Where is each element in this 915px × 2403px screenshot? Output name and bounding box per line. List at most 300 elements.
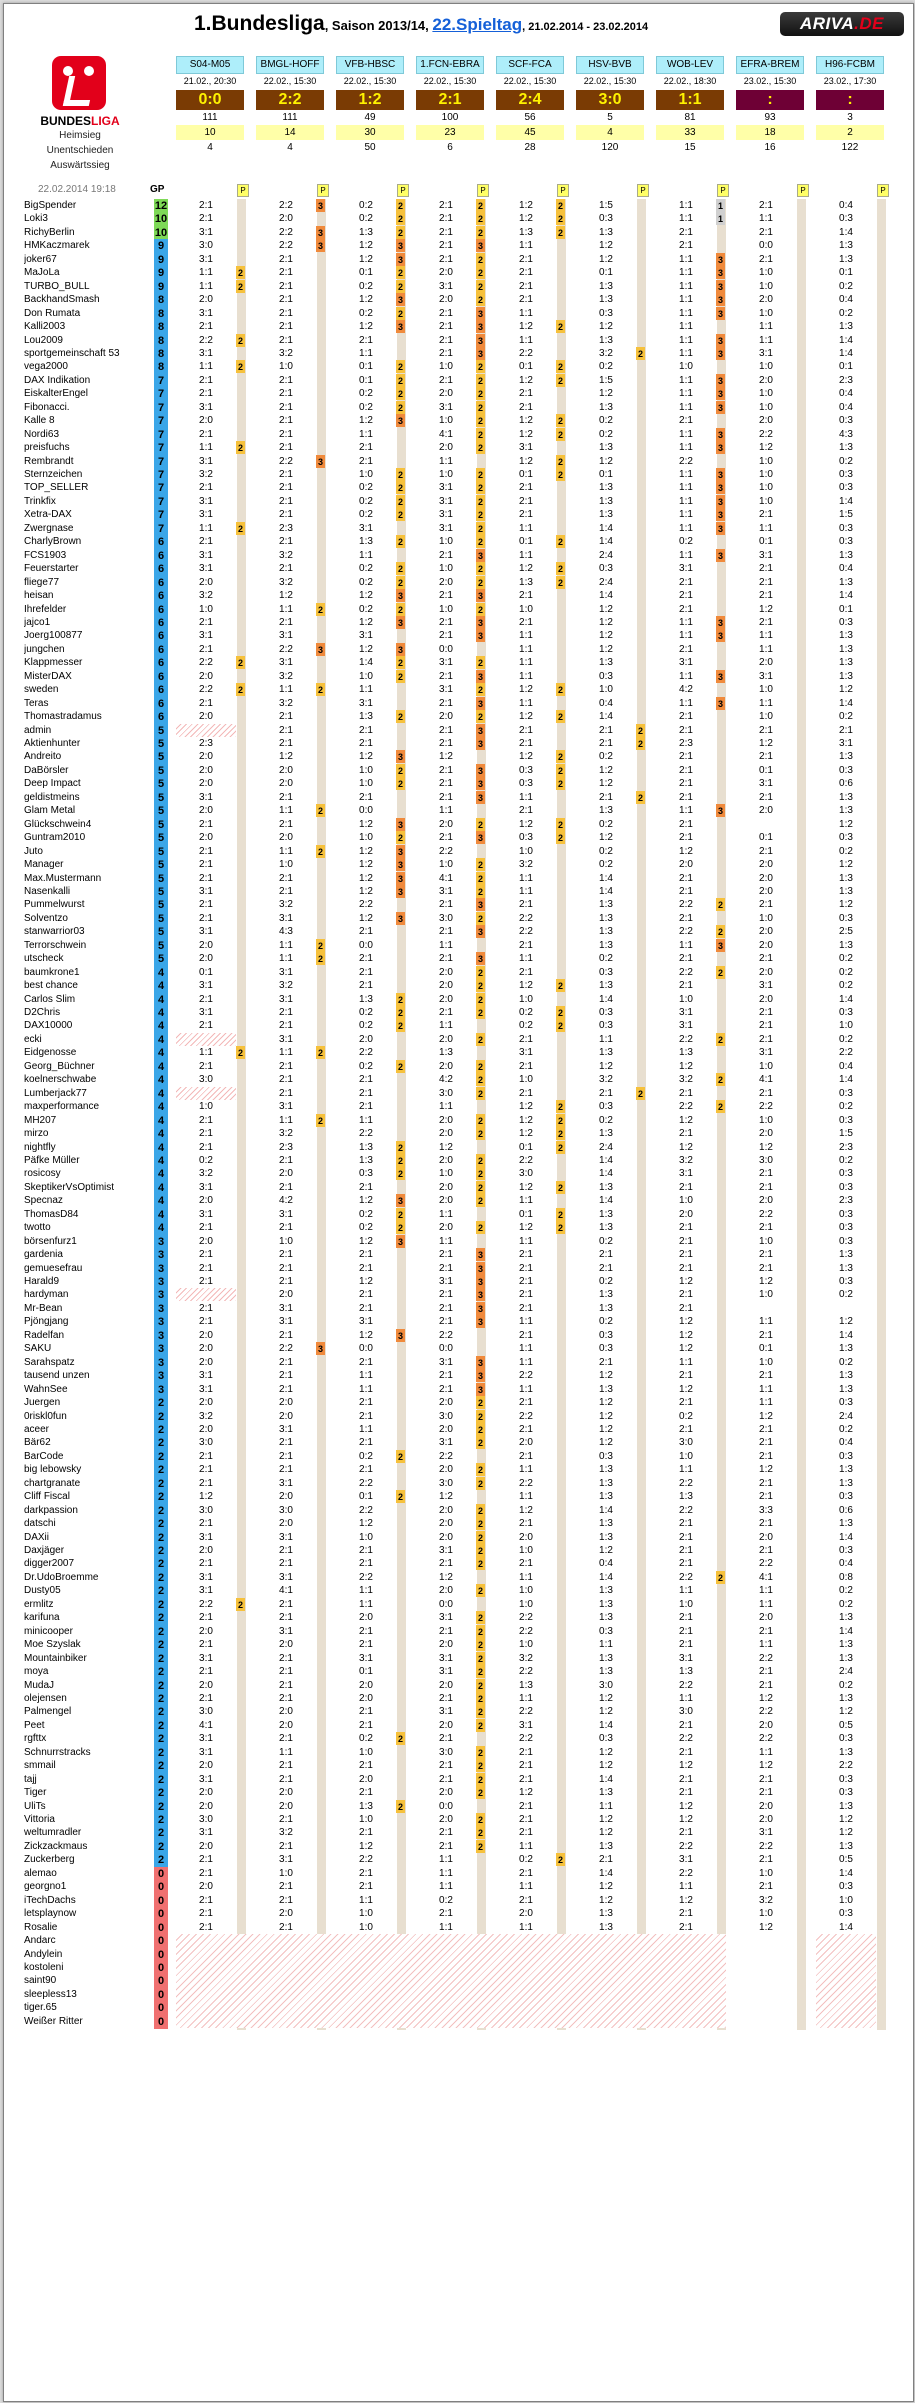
tip-value: 2:2 — [199, 684, 213, 695]
tip-points — [796, 522, 805, 535]
tip-value: 0:2 — [599, 846, 613, 857]
player-name[interactable]: best chance — [24, 980, 78, 991]
player-name[interactable]: big lebowsky — [24, 1464, 82, 1475]
player-name[interactable]: FCS1903 — [24, 550, 67, 561]
tip-value: 2:1 — [519, 1263, 533, 1274]
draw-count: 18 — [736, 125, 804, 140]
tip-value: 1:3 — [359, 536, 373, 547]
player-name[interactable]: Terrorschwein — [24, 940, 87, 951]
match-team[interactable]: BMGL-HOFF — [256, 56, 324, 74]
tip-points — [316, 266, 325, 279]
player-name[interactable]: Dusty05 — [24, 1585, 61, 1596]
tip-points — [316, 1288, 325, 1301]
tip-points — [796, 1356, 805, 1369]
player-name[interactable]: rosicosy — [24, 1168, 61, 1179]
tip-points — [636, 670, 645, 683]
tip-value: 2:0 — [279, 1801, 293, 1812]
tip-points — [396, 1853, 405, 1866]
tip-points — [636, 1665, 645, 1678]
tip-value: 2:1 — [199, 1263, 213, 1274]
player-name[interactable]: digger2007 — [24, 1558, 75, 1569]
ball-icon — [84, 66, 94, 76]
player-name[interactable]: fliege77 — [24, 577, 60, 588]
tip-points — [716, 1679, 725, 1692]
total-points: 4 — [154, 1141, 168, 1155]
total-points: 4 — [154, 1087, 168, 1101]
player-name[interactable]: 0riskl0fun — [24, 1411, 67, 1422]
player-name[interactable]: ermlitz — [24, 1599, 54, 1610]
tip-points — [316, 441, 325, 454]
tip-value: 2:1 — [279, 1612, 293, 1623]
tip-points — [876, 764, 885, 777]
tip-points: 3 — [477, 1304, 483, 1314]
player-name[interactable]: CharlyBrown — [24, 536, 82, 547]
player-name[interactable]: olejensen — [24, 1693, 67, 1704]
tip-points: 3 — [397, 1196, 403, 1206]
table-row — [4, 1369, 913, 1383]
tip-points: 2 — [397, 268, 403, 278]
tip-value: 3:1 — [279, 630, 293, 641]
player-name[interactable]: BarCode — [24, 1451, 64, 1462]
player-name[interactable]: twotto — [24, 1222, 51, 1233]
player-name[interactable]: MH207 — [24, 1115, 57, 1126]
player-name[interactable]: Max.Mustermann — [24, 873, 102, 884]
tip-value: 2:1 — [279, 1881, 293, 1892]
player-name[interactable]: EiskalterEngel — [24, 388, 88, 399]
tip-points — [716, 1652, 725, 1665]
tip-value: 2:2 — [279, 1343, 293, 1354]
player-name[interactable]: Päfke Müller — [24, 1155, 80, 1166]
player-name[interactable]: vega2000 — [24, 361, 68, 372]
match-team[interactable]: EFRA-BREM — [736, 56, 804, 74]
tip-points: 2 — [237, 524, 243, 534]
tip-points — [636, 939, 645, 952]
tip-points — [316, 414, 325, 427]
tip-points — [876, 1302, 885, 1315]
tip-value: 1:2 — [599, 630, 613, 641]
tip-value: 1:2 — [199, 1491, 213, 1502]
player-name[interactable]: Schnurrstracks — [24, 1747, 91, 1758]
match-team[interactable]: WOB-LEV — [656, 56, 724, 74]
player-name[interactable]: Peet — [24, 1720, 45, 1731]
tip-value: 2:0 — [199, 1357, 213, 1368]
player-name[interactable]: Thomastradamus — [24, 711, 102, 722]
player-name[interactable]: Vittoria — [24, 1814, 55, 1825]
player-name[interactable]: baumkrone1 — [24, 967, 80, 978]
player-name[interactable]: minicooper — [24, 1626, 73, 1637]
player-name[interactable]: Pummelwurst — [24, 899, 85, 910]
total-points: 3 — [154, 1342, 168, 1356]
no-tip-hatch — [176, 1033, 236, 1046]
tip-points: 3 — [717, 255, 723, 265]
player-name[interactable]: Don Rumata — [24, 308, 81, 319]
player-name[interactable]: Daxjäger — [24, 1545, 65, 1556]
tip-value: 1:1 — [519, 1195, 533, 1206]
match-team[interactable]: VFB-HBSC — [336, 56, 404, 74]
player-name[interactable]: darkpassion — [24, 1505, 78, 1516]
player-name[interactable]: SkeptikerVsOptimist — [24, 1182, 115, 1193]
tip-points — [636, 1732, 645, 1745]
player-name[interactable]: alemao — [24, 1868, 57, 1879]
player-name[interactable]: Bär62 — [24, 1437, 51, 1448]
player-name[interactable]: Kalle 8 — [24, 415, 55, 426]
player-name[interactable]: Guntram2010 — [24, 832, 86, 843]
tip-points — [716, 1813, 725, 1826]
tip-points: 2 — [477, 968, 483, 978]
player-name[interactable]: rgfttx — [24, 1733, 47, 1744]
tip-points — [716, 791, 725, 804]
player-name[interactable]: D2Chris — [24, 1007, 61, 1018]
tip-value: 1:3 — [599, 482, 613, 493]
tip-value: 1:2 — [359, 846, 373, 857]
tip-value: 3:1 — [679, 1653, 693, 1664]
tip-points — [636, 885, 645, 898]
tip-points: 3 — [717, 631, 723, 641]
player-name[interactable]: Juergen — [24, 1397, 61, 1408]
tip-points — [716, 1867, 725, 1880]
player-name[interactable]: Glückschwein4 — [24, 819, 92, 830]
match-team[interactable]: H96-FCBM — [816, 56, 884, 74]
tip-value: 2:1 — [199, 1612, 213, 1623]
player-name[interactable]: tajj — [24, 1774, 37, 1785]
player-name[interactable]: Rosalie — [24, 1922, 58, 1933]
tip-value: 1:3 — [839, 1384, 853, 1395]
player-name[interactable]: Manager — [24, 859, 64, 870]
tip-value: 3:1 — [279, 1478, 293, 1489]
tip-points — [876, 629, 885, 642]
tip-points — [876, 750, 885, 763]
table-row — [4, 1490, 913, 1504]
player-name[interactable]: DaBörsler — [24, 765, 69, 776]
tip-value: 1:2 — [279, 590, 293, 601]
player-name[interactable]: preisfuchs — [24, 442, 70, 453]
player-name[interactable]: Georg_Büchner — [24, 1061, 95, 1072]
tip-points — [396, 1692, 405, 1705]
tip-points — [716, 1329, 725, 1342]
tip-points — [316, 1907, 325, 1920]
tip-value: 3:2 — [519, 1653, 533, 1664]
player-name[interactable]: admin — [24, 725, 52, 736]
tip-points — [716, 1759, 725, 1772]
player-name[interactable]: gardenia — [24, 1249, 63, 1260]
match-team[interactable]: HSV-BVB — [576, 56, 644, 74]
player-name[interactable]: HMKaczmarek — [24, 240, 90, 251]
tip-points: 2 — [637, 726, 643, 736]
player-name[interactable]: kostoleni — [24, 1962, 64, 1973]
player-name[interactable]: sleepless13 — [24, 1989, 77, 2000]
player-name[interactable]: mirzo — [24, 1128, 49, 1139]
tip-points — [876, 199, 885, 212]
tip-value: 2:1 — [359, 1437, 373, 1448]
tip-points — [796, 1665, 805, 1678]
tip-value: 1:4 — [599, 1868, 613, 1879]
tip-value: 2:0 — [439, 819, 453, 830]
tip-value: 4:2 — [279, 1195, 293, 1206]
tip-points — [796, 1826, 805, 1839]
player-name[interactable]: Glam Metal — [24, 805, 76, 816]
tip-value: 1:0 — [279, 859, 293, 870]
tip-points — [396, 441, 405, 454]
table-row — [4, 1194, 913, 1208]
player-name[interactable]: Solventzo — [24, 913, 68, 924]
player-name[interactable]: Teras — [24, 698, 49, 709]
total-points: 4 — [154, 1100, 168, 1114]
player-name[interactable]: Joerg100877 — [24, 630, 83, 641]
total-points: 4 — [154, 979, 168, 993]
player-name[interactable]: Mountainbiker — [24, 1653, 87, 1664]
tip-points — [556, 481, 565, 494]
player-name[interactable]: Zuckerberg — [24, 1854, 75, 1865]
tip-points — [316, 1517, 325, 1530]
player-name[interactable]: Lumberjack77 — [24, 1088, 87, 1099]
player-name[interactable]: DAX Indikation — [24, 375, 91, 386]
table-row — [4, 239, 913, 253]
player-name[interactable]: Eidgenosse — [24, 1047, 77, 1058]
total-points: 3 — [154, 1288, 168, 1302]
tip-points — [556, 1302, 565, 1315]
tip-points — [316, 1019, 325, 1032]
player-name[interactable]: karifuna — [24, 1612, 60, 1623]
tip-points: 2 — [477, 1506, 483, 1516]
player-name[interactable]: DAX10000 — [24, 1020, 73, 1031]
player-name[interactable]: jungchen — [24, 644, 65, 655]
tip-points — [876, 1773, 885, 1786]
player-name[interactable]: Sarahspatz — [24, 1357, 75, 1368]
player-name[interactable]: Palmengel — [24, 1706, 72, 1717]
tip-points: 2 — [397, 995, 403, 1005]
tip-value: 1:1 — [759, 1585, 773, 1596]
player-name[interactable]: Moe Szyslak — [24, 1639, 81, 1650]
match-team[interactable]: S04-M05 — [176, 56, 244, 74]
tip-value: 1:4 — [599, 1195, 613, 1206]
tip-value: 1:4 — [599, 886, 613, 897]
player-name[interactable]: letsplaynow — [24, 1908, 77, 1919]
player-name[interactable]: hardyman — [24, 1289, 69, 1300]
tip-points — [796, 872, 805, 885]
tip-value: 2:1 — [439, 321, 453, 332]
tip-points: 2 — [397, 1210, 403, 1220]
player-name[interactable]: gemuesefrau — [24, 1263, 83, 1274]
tip-value: 2:2 — [279, 200, 293, 211]
player-name[interactable]: nightfly — [24, 1142, 56, 1153]
player-name[interactable]: sportgemeinschaft 53 — [24, 348, 120, 359]
tip-value: 1:3 — [599, 1612, 613, 1623]
player-name[interactable]: weltumradler — [24, 1827, 82, 1838]
player-name[interactable]: Tiger — [24, 1787, 47, 1798]
player-name[interactable]: georgno1 — [24, 1881, 67, 1892]
player-name[interactable]: Xetra-DAX — [24, 509, 72, 520]
player-name[interactable]: Specnaz — [24, 1195, 63, 1206]
spieltag-link[interactable]: 22.Spieltag — [432, 15, 523, 34]
player-name[interactable]: datschi — [24, 1518, 56, 1529]
player-name[interactable]: Carlos Slim — [24, 994, 76, 1005]
player-name[interactable]: jajco1 — [24, 617, 51, 628]
ariva-logo[interactable] — [780, 12, 904, 36]
tip-value: 1:3 — [599, 402, 613, 413]
player-name[interactable]: Ihrefelder — [24, 604, 67, 615]
tip-points — [876, 1921, 885, 1934]
tip-value: 2:1 — [759, 1222, 773, 1233]
player-name[interactable]: Cliff Fiscal — [24, 1491, 70, 1502]
total-points: 6 — [154, 670, 168, 684]
tip-value: 1:1 — [439, 1922, 453, 1933]
tip-value: 2:1 — [439, 617, 453, 628]
tip-value: 1:3 — [599, 1599, 613, 1610]
tip-value: 2:1 — [199, 1464, 213, 1475]
tip-points — [556, 872, 565, 885]
match-team[interactable]: 1.FCN-EBRA — [416, 56, 484, 74]
tip-points — [236, 818, 245, 831]
player-name[interactable]: Rembrandt — [24, 456, 74, 467]
tip-value: 0:3 — [839, 1787, 853, 1798]
player-name[interactable]: iTechDachs — [24, 1895, 76, 1906]
player-name[interactable]: maxperformance — [24, 1101, 100, 1112]
player-name[interactable]: Weißer Ritter — [24, 2016, 83, 2027]
table-row — [4, 347, 913, 361]
tip-points — [476, 1046, 485, 1059]
tip-value: 2:1 — [679, 590, 693, 601]
player-name[interactable]: heisan — [24, 590, 54, 601]
match-team[interactable]: SCF-FCA — [496, 56, 564, 74]
player-name[interactable]: chartgranate — [24, 1478, 81, 1489]
player-name[interactable]: MaJoLa — [24, 267, 60, 278]
tip-points — [236, 1248, 245, 1261]
tip-points — [796, 885, 805, 898]
player-name[interactable]: stanwarrior03 — [24, 926, 85, 937]
tip-points — [636, 212, 645, 225]
player-name[interactable]: TURBO_BULL — [24, 281, 90, 292]
tip-points: 2 — [557, 537, 563, 547]
player-name[interactable]: ThomasD84 — [24, 1209, 79, 1220]
tip-points: 3 — [397, 887, 403, 897]
tip-points — [716, 979, 725, 992]
player-name[interactable]: Nasenkalli — [24, 886, 71, 897]
player-name[interactable]: SAKU — [24, 1343, 52, 1354]
tip-value: 3:1 — [199, 402, 213, 413]
player-name[interactable]: BackhandSmash — [24, 294, 100, 305]
tip-value: 2:2 — [519, 1666, 533, 1677]
tip-value: 1:0 — [359, 765, 373, 776]
tip-value: 2:0 — [759, 873, 773, 884]
tip-value: 2:2 — [679, 1505, 693, 1516]
tip-value: 2:1 — [359, 1626, 373, 1637]
tip-points: 2 — [477, 1640, 483, 1650]
tip-points — [636, 616, 645, 629]
player-name[interactable]: Lou2009 — [24, 335, 63, 346]
player-name[interactable]: Sternzeichen — [24, 469, 83, 480]
player-name[interactable]: geldistmeins — [24, 792, 80, 803]
player-name[interactable]: utscheck — [24, 953, 64, 964]
tip-points — [396, 1894, 405, 1907]
tip-value: 2:1 — [599, 1263, 613, 1274]
tip-value: 3:0 — [439, 1411, 453, 1422]
player-name[interactable]: Klappmesser — [24, 657, 83, 668]
tip-value: 4:2 — [439, 1074, 453, 1085]
player-name[interactable]: Nordi63 — [24, 429, 60, 440]
player-name[interactable]: sweden — [24, 684, 59, 695]
tip-value: 1:2 — [519, 321, 533, 332]
player-name[interactable]: aceer — [24, 1424, 50, 1435]
player-name[interactable]: Feuerstarter — [24, 563, 79, 574]
player-name[interactable]: MisterDAX — [24, 671, 72, 682]
tip-points — [876, 885, 885, 898]
tip-value: 1:3 — [359, 711, 373, 722]
tip-value: 0:4 — [839, 1437, 853, 1448]
player-name[interactable]: Andylein — [24, 1949, 63, 1960]
player-name[interactable]: MudaJ — [24, 1680, 55, 1691]
player-name[interactable]: Andarc — [24, 1935, 56, 1946]
player-name[interactable]: tausend unzen — [24, 1370, 90, 1381]
match-score: 0:0 — [176, 90, 244, 110]
player-name[interactable]: WahnSee — [24, 1384, 68, 1395]
player-name[interactable]: börsenfurz1 — [24, 1236, 77, 1247]
player-name[interactable]: UliTs — [24, 1801, 46, 1812]
player-name[interactable]: RichyBerlin — [24, 227, 75, 238]
tip-points: 2 — [397, 228, 403, 238]
tip-points — [636, 1073, 645, 1086]
player-name[interactable]: Fibonacci. — [24, 402, 70, 413]
player-name[interactable]: saint90 — [24, 1975, 57, 1986]
player-name[interactable]: Zwergnase — [24, 523, 74, 534]
tip-value: 4:1 — [759, 1572, 773, 1583]
tip-points — [236, 1423, 245, 1436]
player-name[interactable]: moya — [24, 1666, 49, 1677]
tip-value: 3:1 — [279, 1626, 293, 1637]
player-name[interactable]: Pjöngjang — [24, 1316, 69, 1327]
player-name[interactable]: DAXii — [24, 1532, 50, 1543]
tip-points — [876, 1531, 885, 1544]
player-name[interactable]: Harald9 — [24, 1276, 60, 1287]
player-name[interactable]: BigSpender — [24, 200, 77, 211]
tip-value: 3:0 — [199, 1437, 213, 1448]
player-name[interactable]: Radelfan — [24, 1330, 65, 1341]
player-name[interactable]: Kalli2003 — [24, 321, 66, 332]
tip-points — [876, 804, 885, 817]
player-name[interactable]: Aktienhunter — [24, 738, 81, 749]
player-name[interactable]: Deep Impact — [24, 778, 81, 789]
player-name[interactable]: Andreito — [24, 751, 62, 762]
player-name[interactable]: koelnerschwabe — [24, 1074, 97, 1085]
tip-points — [236, 1880, 245, 1893]
tip-value: 2:1 — [439, 765, 453, 776]
tip-points — [556, 1786, 565, 1799]
player-name[interactable]: Mr-Bean — [24, 1303, 63, 1314]
total-points: 0 — [154, 1880, 168, 1894]
tip-value: 2:1 — [199, 1061, 213, 1072]
tip-value: 3:1 — [199, 1827, 213, 1838]
tip-value: 2:1 — [679, 1558, 693, 1569]
player-name[interactable]: Trinkfix — [24, 496, 56, 507]
tip-points: 2 — [717, 1075, 723, 1085]
player-name[interactable]: tiger.65 — [24, 2002, 57, 2013]
player-name[interactable]: smmail — [24, 1760, 56, 1771]
tip-value: 1:3 — [599, 657, 613, 668]
tip-value: 1:0 — [439, 361, 453, 372]
tip-value: 3:2 — [279, 671, 293, 682]
player-name[interactable]: Zickzackmaus — [24, 1841, 88, 1852]
player-name[interactable]: joker67 — [24, 254, 57, 265]
player-name[interactable]: Dr.UdoBroemme — [24, 1572, 99, 1583]
player-name[interactable]: Juto — [24, 846, 43, 857]
player-name[interactable]: Loki3 — [24, 213, 48, 224]
player-name[interactable]: TOP_SELLER — [24, 482, 89, 493]
player-name[interactable]: ecki — [24, 1034, 42, 1045]
tip-value: 3:1 — [759, 348, 773, 359]
tip-points: 3 — [317, 228, 323, 238]
total-points: 4 — [154, 1221, 168, 1235]
tip-value: 1:1 — [199, 361, 213, 372]
tip-value: 1:0 — [279, 1236, 293, 1247]
